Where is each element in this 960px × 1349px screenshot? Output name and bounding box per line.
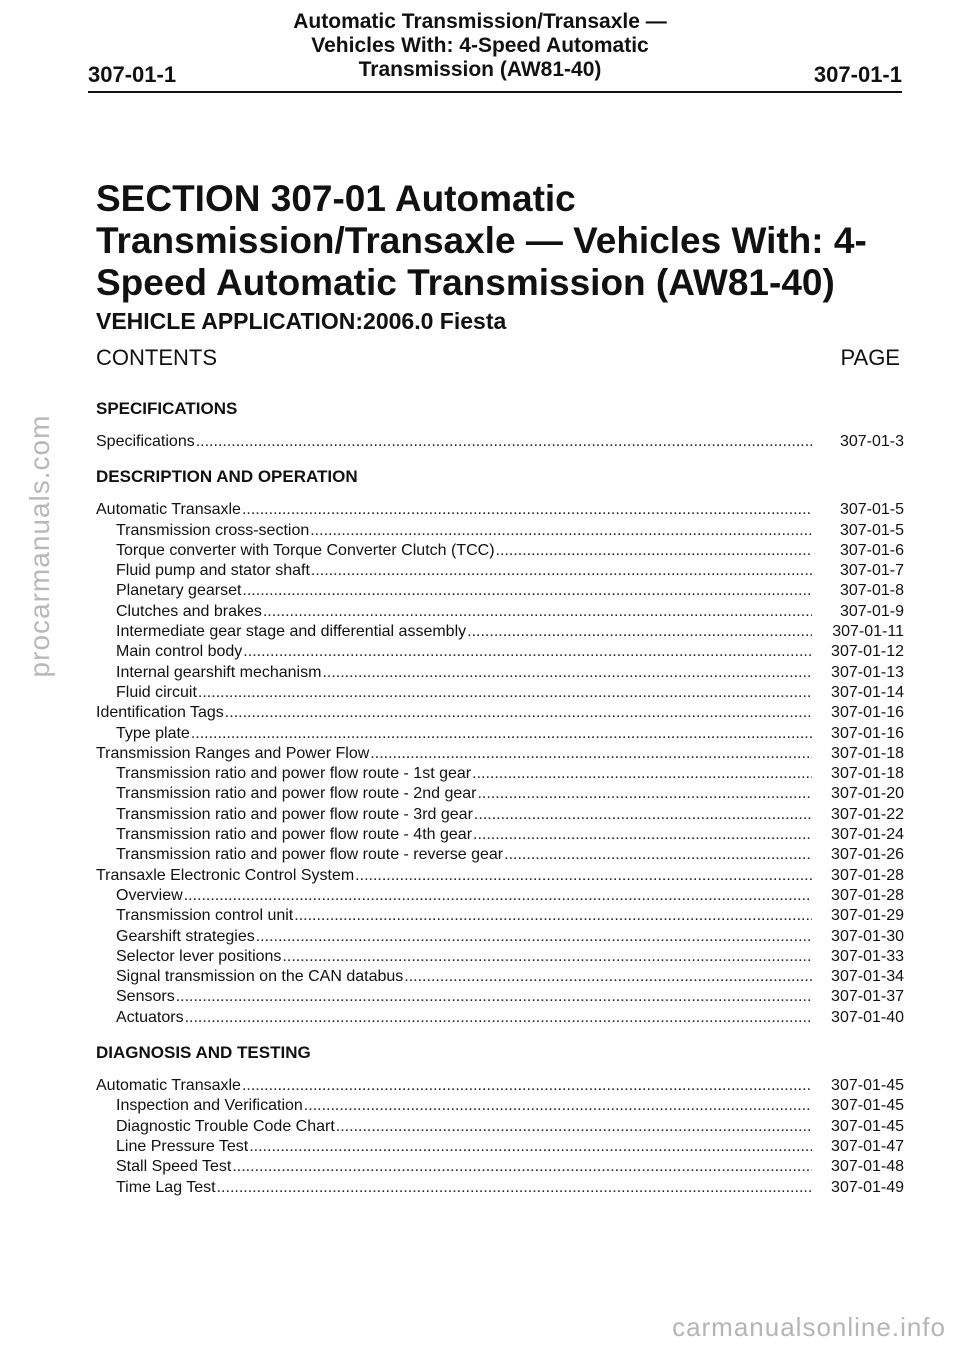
- toc-entry-title: Identification Tags: [96, 704, 224, 722]
- toc-leader-dots: [477, 784, 812, 804]
- toc-entry-title: Sensors: [116, 988, 175, 1006]
- header-title-line: Automatic Transmission/Transaxle —: [293, 10, 667, 33]
- toc-entry-page: 307-01-26: [831, 846, 904, 864]
- toc-entry-page: 307-01-34: [831, 968, 904, 986]
- toc-entry-page: 307-01-5: [839, 501, 904, 519]
- toc-entry[interactable]: [96, 906, 904, 926]
- toc-entry[interactable]: [96, 642, 904, 662]
- toc-entry-title: Actuators: [116, 1008, 184, 1026]
- toc-entry-page: 307-01-30: [831, 927, 904, 945]
- toc-entry[interactable]: [96, 886, 904, 906]
- toc-leader-dots: [232, 1157, 812, 1177]
- toc-entry-title: Specifications: [96, 433, 195, 450]
- toc-leader-dots: [355, 866, 812, 886]
- toc-entry-page: 307-01-18: [831, 765, 904, 783]
- toc-entry-title: Internal gearshift mechanism: [116, 663, 322, 681]
- toc-entry-page: 307-01-7: [839, 562, 904, 580]
- toc-leader-dots: [176, 987, 812, 1007]
- toc-leader-dots: [217, 1178, 812, 1198]
- toc-entry-title: Automatic Transaxle: [96, 1077, 241, 1095]
- toc-leader-dots: [294, 906, 812, 926]
- toc-entry-page: 307-01-28: [831, 886, 904, 904]
- toc-entry-title: Transmission Ranges and Power Flow: [96, 744, 370, 762]
- toc-entry-page: 307-01-45: [831, 1097, 904, 1115]
- toc-entry[interactable]: [96, 1178, 904, 1198]
- toc-leader-dots: [263, 602, 812, 622]
- header-rule: [88, 91, 902, 93]
- toc-entry-page: 307-01-13: [831, 663, 904, 681]
- toc-entry-page: 307-01-14: [831, 683, 904, 701]
- toc-entry[interactable]: [96, 1076, 904, 1096]
- toc-entry-title: Gearshift strategies: [116, 927, 255, 945]
- toc-leader-dots: [242, 500, 812, 520]
- toc-entry[interactable]: [96, 845, 904, 865]
- toc-entry-page: 307-01-16: [831, 724, 904, 742]
- toc-entry-page: 307-01-37: [831, 988, 904, 1006]
- toc-entry-title: Overview: [116, 886, 183, 904]
- page-column-label: PAGE: [840, 345, 900, 370]
- toc-entry[interactable]: [96, 724, 904, 744]
- toc-entry[interactable]: [96, 744, 904, 764]
- toc-section-heading: SPECIFICATIONS: [96, 399, 238, 418]
- toc-entry[interactable]: [96, 784, 904, 804]
- toc-entry-title: Transmission cross-section: [116, 521, 310, 539]
- watermark-bottom: carmanualsonline.info: [672, 1312, 946, 1342]
- toc-entry[interactable]: [96, 1096, 904, 1116]
- toc-entry-page: 307-01-12: [831, 643, 904, 661]
- toc-entry-page: 307-01-5: [839, 521, 904, 539]
- toc-entry-title: Fluid circuit: [116, 683, 197, 701]
- toc-entry[interactable]: [96, 500, 904, 520]
- toc-entry-page: 307-01-24: [831, 826, 904, 844]
- toc-entry[interactable]: [96, 1137, 904, 1157]
- toc-leader-dots: [184, 886, 812, 906]
- toc-entry-page: 307-01-45: [831, 1077, 904, 1095]
- toc-entry[interactable]: [96, 432, 904, 452]
- toc-entry[interactable]: [96, 622, 904, 642]
- toc-leader-dots: [282, 947, 812, 967]
- toc-entry-title: Transmission ratio and power flow route - 3rd gear: [116, 805, 473, 823]
- toc-entry-title: Stall Speed Test: [116, 1158, 232, 1176]
- toc-entry[interactable]: [96, 1008, 904, 1028]
- toc-entry-title: Transaxle Electronic Control System: [96, 866, 355, 884]
- toc-entry-title: Transmission control unit: [116, 907, 294, 925]
- toc-leader-dots: [304, 1096, 812, 1116]
- toc-entry-title: Fluid pump and stator shaft: [116, 562, 310, 580]
- toc-entry-page: 307-01-6: [839, 541, 904, 559]
- table-of-contents: [96, 398, 904, 1198]
- toc-entry[interactable]: [96, 927, 904, 947]
- toc-entry-page: 307-01-9: [839, 602, 904, 620]
- toc-entry-title: Line Pressure Test: [116, 1137, 249, 1155]
- toc-entry[interactable]: [96, 987, 904, 1007]
- toc-entry[interactable]: [96, 1157, 904, 1177]
- toc-entry-page: 307-01-8: [839, 582, 904, 600]
- toc-leader-dots: [322, 663, 812, 683]
- toc-leader-dots: [191, 724, 812, 744]
- toc-entry[interactable]: [96, 541, 904, 561]
- toc-entry-page: 307-01-29: [831, 907, 904, 925]
- section-title: SECTION 307-01 Automatic Transmission/Transaxle — Vehicles With: 4-Speed Automatic Transmission (AW81-40): [96, 178, 867, 303]
- toc-leader-dots: [370, 744, 812, 764]
- vehicle-application: VEHICLE APPLICATION:2006.0 Fiesta: [96, 308, 507, 334]
- toc-entry-page: 307-01-20: [831, 785, 904, 803]
- toc-leader-dots: [242, 1076, 812, 1096]
- toc-entry-title: Intermediate gear stage and differential assembly: [116, 623, 467, 641]
- toc-entry[interactable]: [96, 805, 904, 825]
- toc-entry-page: 307-01-18: [831, 744, 904, 762]
- toc-entry-title: Type plate: [116, 724, 190, 742]
- toc-leader-dots: [198, 683, 812, 703]
- header-title: [220, 10, 740, 82]
- toc-entry-title: Main control body: [116, 643, 243, 661]
- toc-entry-title: Signal transmission on the CAN databus: [116, 968, 404, 986]
- toc-leader-dots: [472, 764, 812, 784]
- toc-entry-title: Selector lever positions: [116, 947, 282, 965]
- toc-entry-title: Clutches and brakes: [116, 602, 262, 620]
- toc-leader-dots: [185, 1008, 812, 1028]
- page-id-right: 307-01-1: [813, 62, 902, 87]
- toc-entry-page: 307-01-47: [831, 1137, 904, 1155]
- toc-leader-dots: [473, 825, 812, 845]
- toc-entry[interactable]: [96, 764, 904, 784]
- toc-entry-page: 307-01-28: [831, 866, 904, 884]
- toc-section-heading: DESCRIPTION AND OPERATION: [96, 467, 358, 487]
- header-title-line: Transmission (AW81-40): [358, 58, 602, 81]
- toc-leader-dots: [249, 1137, 812, 1157]
- toc-leader-dots: [496, 541, 812, 561]
- watermark-left: procarmanuals.com: [24, 414, 55, 678]
- toc-leader-dots: [474, 805, 812, 825]
- toc-entry[interactable]: [96, 663, 904, 683]
- toc-entry[interactable]: [96, 683, 904, 703]
- toc-entry[interactable]: [96, 1117, 904, 1137]
- toc-entry-title: Time Lag Test: [116, 1178, 216, 1196]
- toc-leader-dots: [404, 967, 812, 987]
- toc-entry[interactable]: [96, 602, 904, 622]
- toc-entry-title: Transmission ratio and power flow route - reverse gear: [116, 846, 504, 864]
- toc-entry-page: 307-01-16: [831, 704, 904, 722]
- toc-entry[interactable]: [96, 561, 904, 581]
- toc-entry-title: Diagnostic Trouble Code Chart: [116, 1117, 335, 1135]
- toc-leader-dots: [243, 642, 812, 662]
- toc-entry-page: 307-01-11: [832, 623, 904, 641]
- toc-entry[interactable]: [96, 521, 904, 541]
- toc-entry-title: Inspection and Verification: [116, 1097, 303, 1115]
- toc-section-heading: DIAGNOSIS AND TESTING: [96, 1043, 311, 1063]
- page-id-left: 307-01-1: [88, 62, 177, 87]
- toc-leader-dots: [311, 561, 812, 581]
- header-title-line: Vehicles With: 4-Speed Automatic: [311, 34, 649, 57]
- toc-entry-title: Automatic Transaxle: [96, 501, 241, 519]
- toc-entry-page: 307-01-3: [839, 433, 904, 450]
- toc-entry[interactable]: [96, 703, 904, 723]
- toc-entry-title: Transmission ratio and power flow route - 1st gear: [116, 765, 472, 783]
- toc-leader-dots: [336, 1117, 812, 1137]
- toc-entry[interactable]: [96, 866, 904, 886]
- toc-leader-dots: [256, 927, 812, 947]
- toc-entry-page: 307-01-22: [831, 805, 904, 823]
- toc-entry[interactable]: [96, 581, 904, 601]
- toc-leader-dots: [504, 845, 812, 865]
- toc-entry-page: 307-01-48: [831, 1158, 904, 1176]
- toc-leader-dots: [225, 703, 812, 723]
- toc-entry-title: Transmission ratio and power flow route - 2nd gear: [116, 785, 477, 803]
- toc-entry[interactable]: [96, 967, 904, 987]
- toc-leader-dots: [242, 581, 812, 601]
- toc-leader-dots: [196, 432, 812, 452]
- toc-entry[interactable]: [96, 825, 904, 845]
- contents-label: CONTENTS: [96, 345, 217, 370]
- toc-entry-title: Torque converter with Torque Converter Clutch (TCC): [116, 541, 495, 559]
- toc-entry-title: Planetary gearset: [116, 582, 242, 600]
- toc-entry-title: Transmission ratio and power flow route - 4th gear: [116, 826, 473, 844]
- toc-leader-dots: [310, 521, 812, 541]
- toc-entry-page: 307-01-33: [831, 947, 904, 965]
- toc-entry-page: 307-01-45: [831, 1117, 904, 1135]
- toc-entry-page: 307-01-49: [831, 1178, 904, 1196]
- toc-leader-dots: [467, 622, 812, 642]
- toc-entry[interactable]: [96, 947, 904, 967]
- toc-entry-page: 307-01-40: [831, 1008, 904, 1026]
